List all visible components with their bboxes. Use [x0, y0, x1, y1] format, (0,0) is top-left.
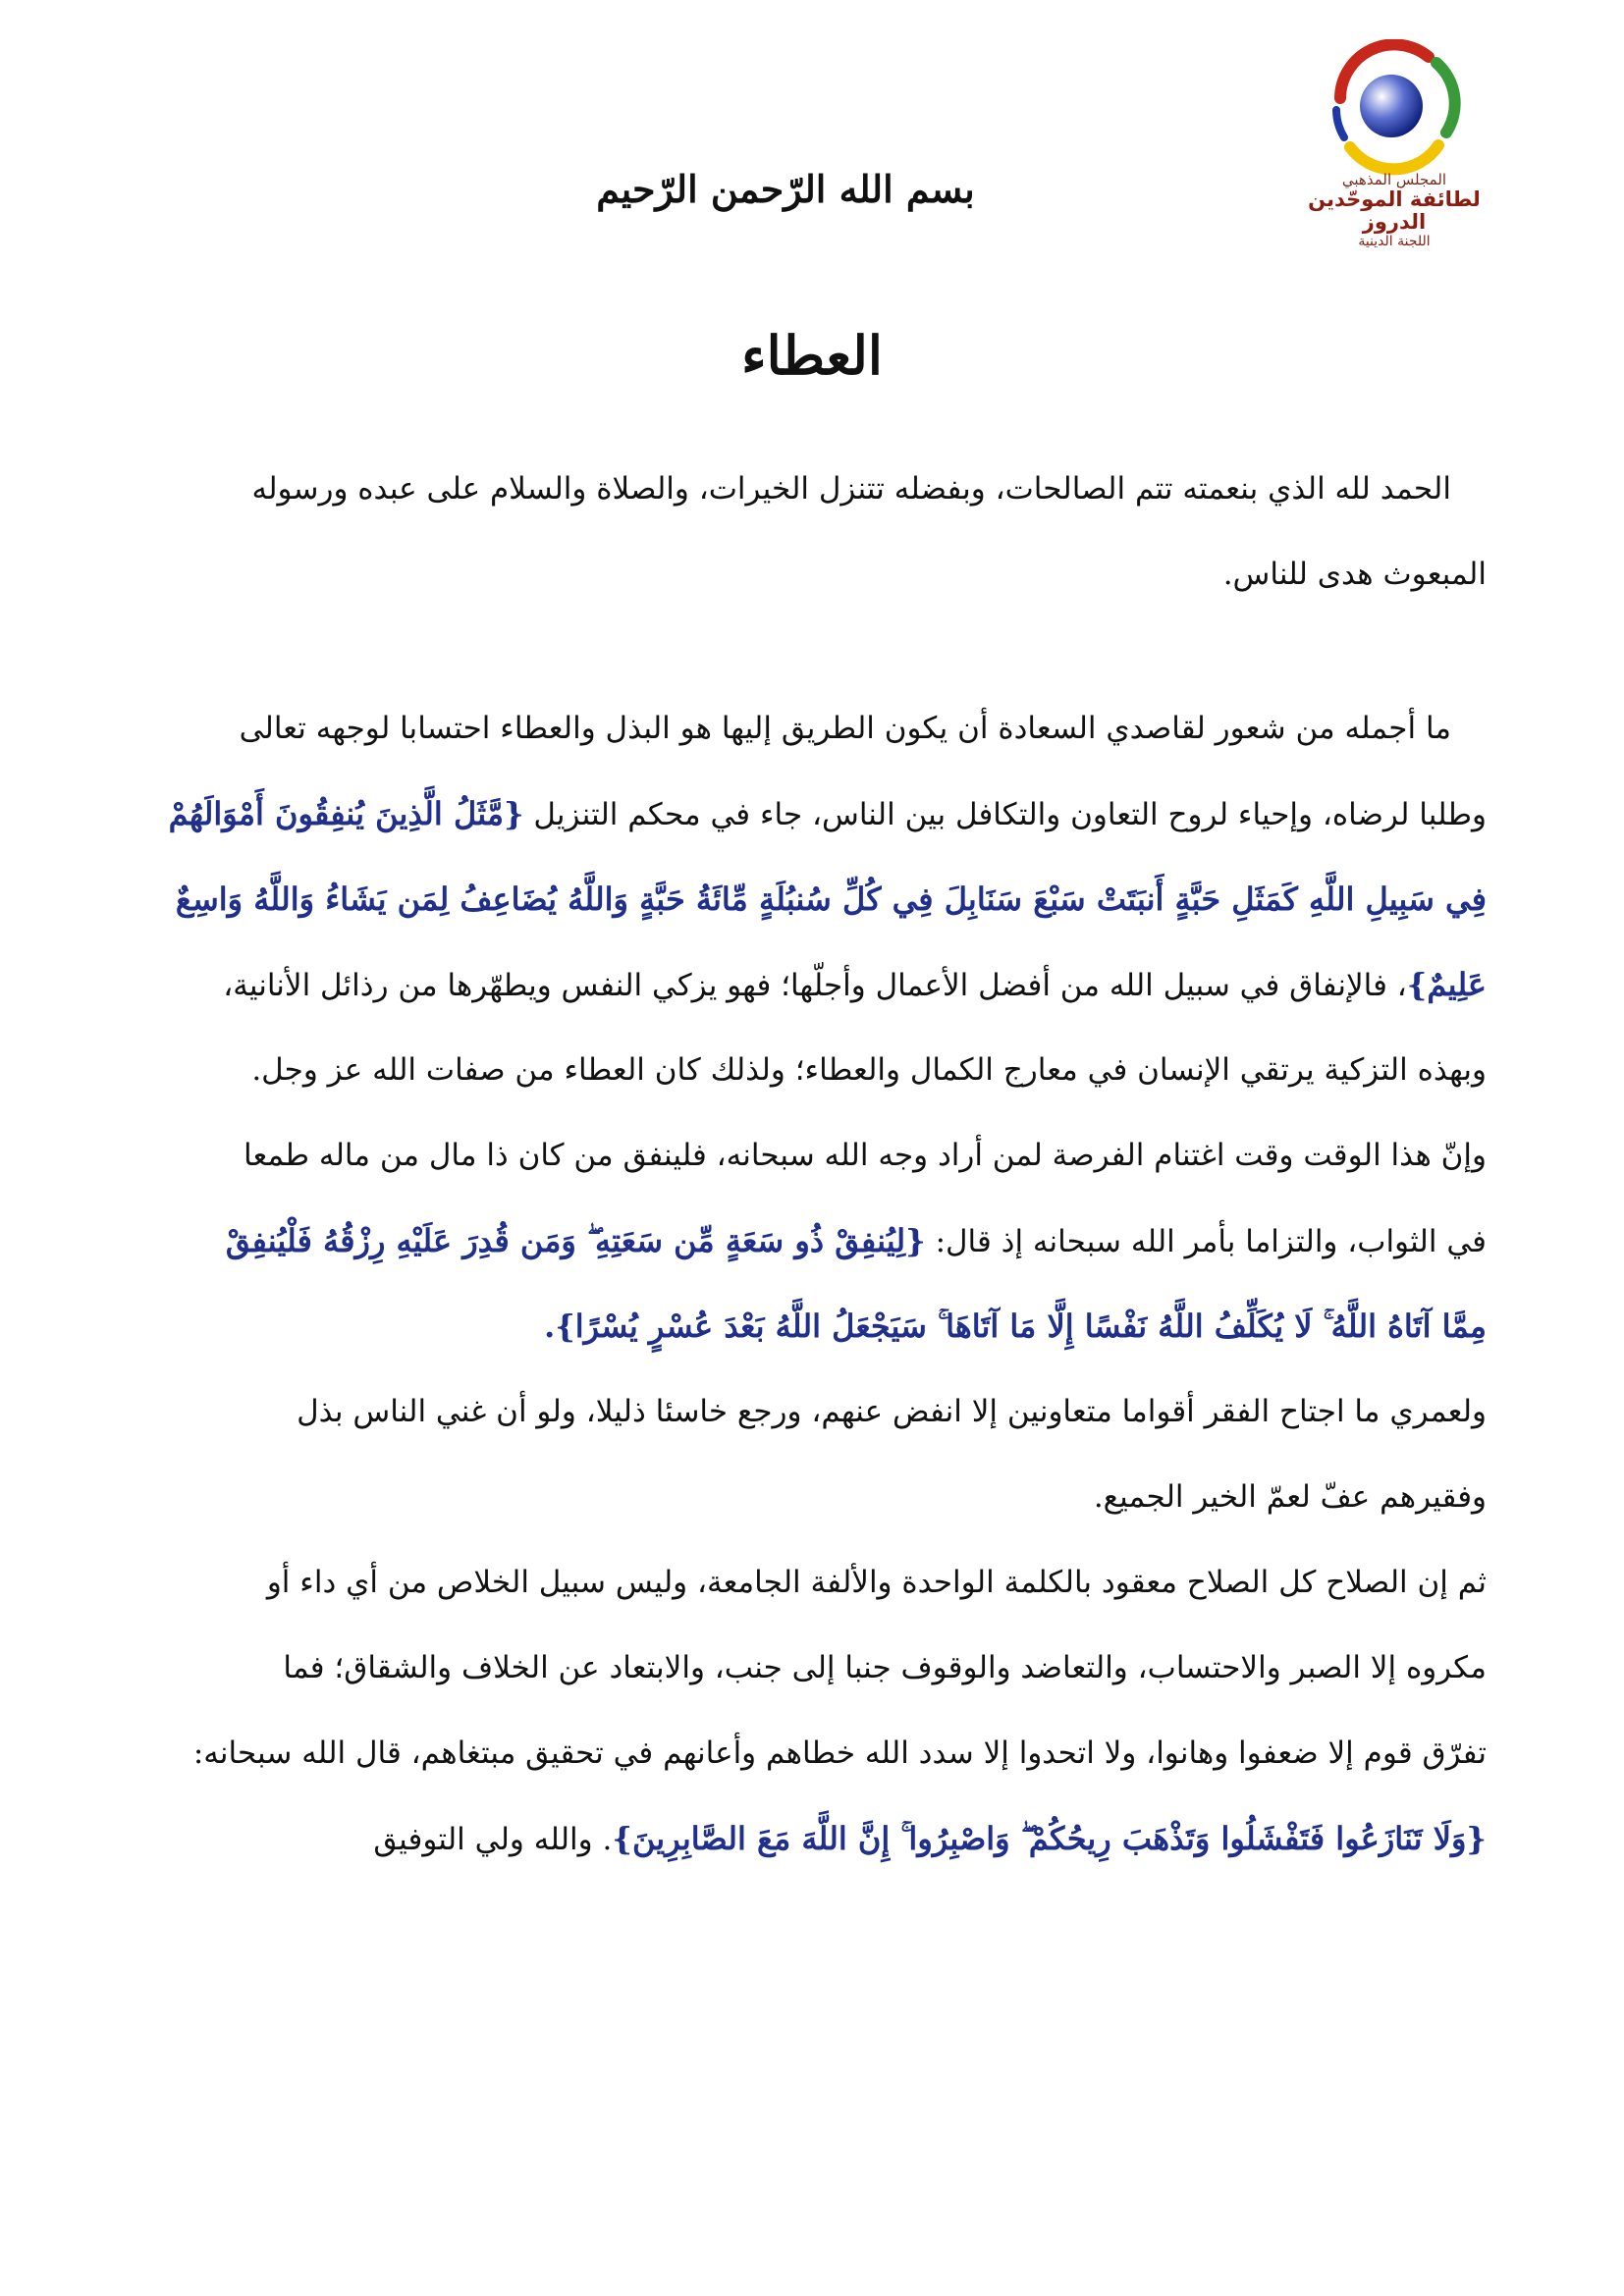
logo-committee-name: اللجنة الدينية — [1358, 234, 1431, 250]
body-line — [147, 1199, 1487, 1284]
body-text-span: . والله ولي التوفيق — [373, 1822, 613, 1857]
logo-council-name: المجلس المذهبي — [1341, 171, 1447, 188]
quran-verse: عَلِيمٌ} — [1406, 966, 1487, 1003]
quran-verse: فِي سَبِيلِ اللَّهِ كَمَثَلِ حَبَّةٍ أَنبَتَتْ سَبْعَ سَنَابِلَ فِي كُلِّ سُنبُلَةٍ مِّائَةُ حَبَّةٍ وَاللَّهُ يُضَاعِفُ لِمَن يَشَاءُ وَاللَّهُ وَاسِعٌ — [175, 881, 1487, 918]
body-line: وإنّ هذا الوقت وقت اغتنام الفرصة لمن أراد وجه الله سبحانه، فلينفق من كان ذا مال من ماله طمعا — [244, 1138, 1487, 1173]
quran-verse: {مَّثَلُ الَّذِينَ يُنفِقُونَ أَمْوَالَهُمْ — [168, 795, 524, 832]
council-emblem-icon — [1321, 39, 1468, 177]
body-line — [147, 1796, 1487, 1882]
body-line: ثم إن الصلاح كل الصلاح معقود بالكلمة الواحدة والألفة الجامعة، وليس سبيل الخلاص من أي داء أو — [266, 1565, 1487, 1600]
body-line — [147, 772, 1487, 857]
logo-community-name: لطائفة الموحّدين الدروز — [1308, 187, 1481, 235]
body-line: وفقيرهم عفّ لعمّ الخير الجميع. — [1093, 1479, 1487, 1515]
body-line: ما أجمله من شعور لقاصدي السعادة أن يكون الطريق إليها هو البذل والعطاء احتسابا لوجهه تعالى — [239, 711, 1451, 746]
council-logo — [1276, 39, 1512, 294]
body-line: مكروه إلا الصبر والاحتساب، والتعاضد والوقوف جنبا إلى جنب، والابتعاد عن الخلاف والشقاق؛ فما — [283, 1650, 1487, 1685]
body-line: وبهذه التزكية يرتقي الإنسان في معارج الكمال والعطاء؛ ولذلك كان العطاء من صفات الله عز وجل. — [251, 1052, 1487, 1088]
quran-verse: {وَلَا تَنَازَعُوا فَتَفْشَلُوا وَتَذْهَبَ رِيحُكُمْ ۖ وَاصْبِرُوا ۚ إِنَّ اللَّهَ مَعَ الصَّابِرِينَ} — [612, 1820, 1487, 1857]
body-line: ولعمري ما اجتاح الفقر أقواما متعاونين إلا انفض عنهم، ورجع خاسئا ذليلا، ولو أن غني الناس بذل — [297, 1394, 1487, 1429]
body-line: الحمد لله الذي بنعمته تتم الصالحات، وبفضله تتنزل الخيرات، والصلاة والسلام على عبده ورسوله — [251, 471, 1451, 507]
body-text-span: وطلبا لرضاه، وإحياء لروح التعاون والتكافل بين الناس، جاء في محكم التنزيل — [523, 797, 1487, 832]
body-line: تفرّق قوم إلا ضعفوا وهانوا، ولا اتحدوا إلا سدد الله خطاهم وأعانهم في تحقيق مبتغاهم، قال الله سبحانه: — [192, 1735, 1487, 1771]
quran-verse: مِمَّا آتَاهُ اللَّهُ ۚ لَا يُكَلِّفُ اللَّهُ نَفْسًا إِلَّا مَا آتَاهَا ۚ سَيَجْعَلُ اللَّهُ بَعْدَ عُسْرٍ يُسْرًا}. — [544, 1308, 1487, 1345]
body-text-span: ، فالإنفاق في سبيل الله من أفضل الأعمال وأجلّها؛ فهو يزكي النفس ويطهّرها من رذائل الأنانية، — [223, 968, 1407, 1003]
article-body — [147, 447, 1487, 1882]
body-text-span: في الثواب، والتزاما بأمر الله سبحانه إذ قال: — [925, 1224, 1487, 1259]
body-line: المبعوث هدى للناس. — [1222, 557, 1487, 592]
basmala-heading: بسم الله الرّحمن الرّحيم — [596, 167, 975, 211]
page-title: العطاء — [741, 324, 883, 387]
body-line — [147, 942, 1487, 1028]
quran-verse: {لِيُنفِقْ ذُو سَعَةٍ مِّن سَعَتِهِ ۖ وَمَن قُدِرَ عَلَيْهِ رِزْقُهُ فَلْيُنفِقْ — [225, 1222, 926, 1259]
